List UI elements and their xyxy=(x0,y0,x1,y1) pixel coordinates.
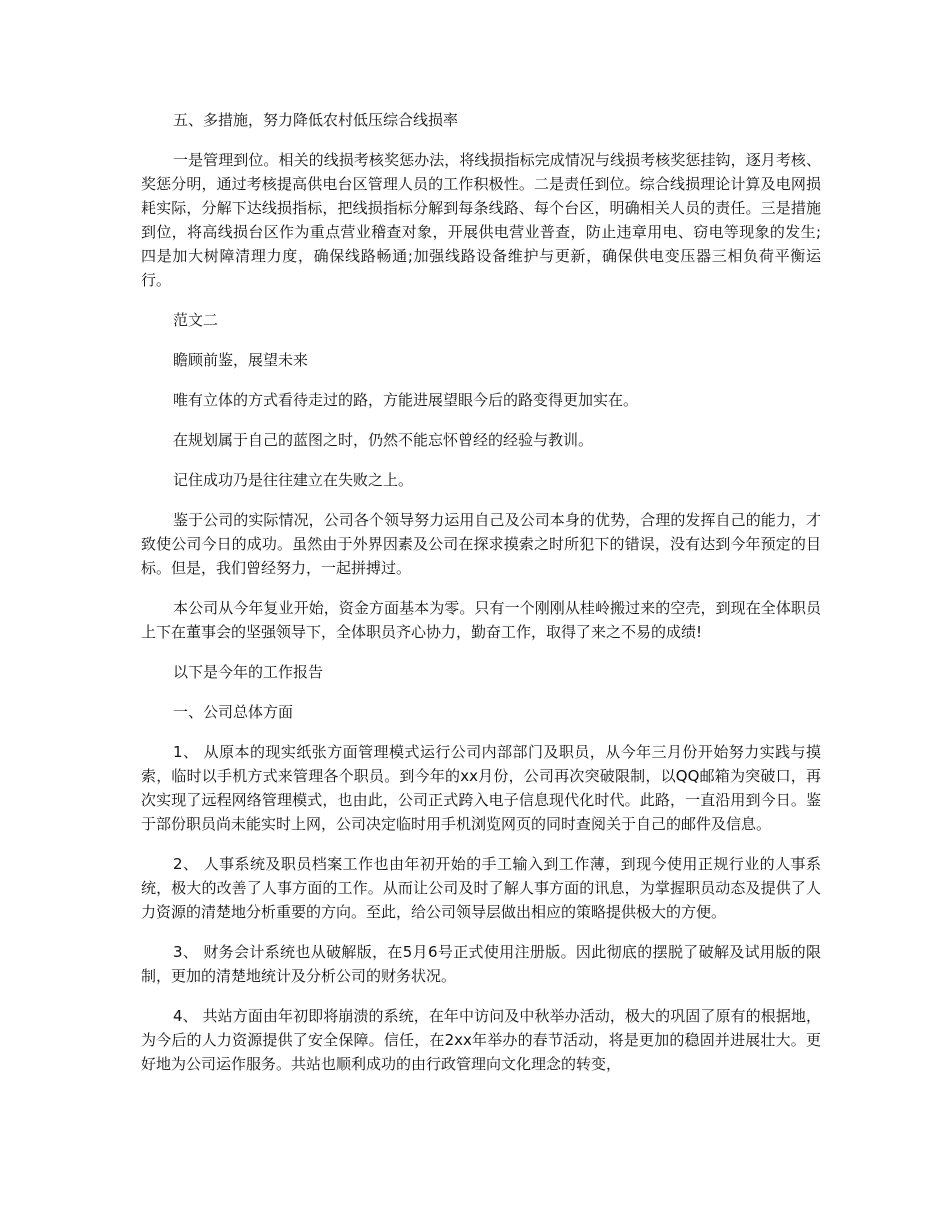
body-paragraph: 鉴于公司的实际情况，公司各个领导努力运用自己及公司本身的优势，合理的发挥自己的能力，才致使公司今日的成功。虽然由于外界因素及公司在探求摸索之时所犯下的错误，没有达到今年预定的目标。但是，我们曾经努力，一起拼搏过。 xyxy=(141,511,821,577)
document-page xyxy=(141,108,821,1092)
list-item: 1、 从原本的现实纸张方面管理模式运行公司内部部门及职员，从今年三月份开始努力实践与摸索，临时以手机方式来管理各个职员。到今年的xx月份，公司再次突破限制，以QQ邮箱为突破口，再次实现了远程网络管理模式，也由此，公司正式跨入电子信息现代化时代。此路，一直沿用到今日。鉴于部份职员尚未能实时上网，公司决定临时用手机浏览网页的同时查阅关于自己的邮件及信息。 xyxy=(141,743,821,833)
list-item: 2、 人事系统及职员档案工作也由年初开始的手工输入到工作薄，到现今使用正规行业的人事系统，极大的改善了人事方面的工作。从而让公司及时了解人事方面的讯息，为掌握职员动态及提供了人力资源的清楚地分析重要的方向。至此，给公司领导层做出相应的策略提供极大的方便。 xyxy=(141,855,821,921)
body-paragraph: 本公司从今年复业开始，资金方面基本为零。只有一个刚刚从桂岭搬过来的空壳，到现在全体职员上下在董事会的坚强领导下，全体职员齐心协力，勤奋工作，取得了来之不易的成绩! xyxy=(141,599,821,641)
body-paragraph: 在规划属于自己的蓝图之时，仍然不能忘怀曾经的经验与教训。 xyxy=(173,431,594,449)
sample-title: 范文二 xyxy=(173,311,219,329)
section-heading-overall: 一、公司总体方面 xyxy=(173,703,294,721)
list-item: 3、 财务会计系统也从破解版，在5月6号正式使用注册版。因此彻底的摆脱了破解及试用版的限制，更加的清楚地统计及分析公司的财务状况。 xyxy=(141,943,821,985)
article-title: 瞻顾前鉴，展望未来 xyxy=(173,351,309,369)
body-paragraph: 一是管理到位。相关的线损考核奖惩办法，将线损指标完成情况与线损考核奖惩挂钩，逐月考核、奖惩分明，通过考核提高供电台区管理人员的工作积极性。二是责任到位。综合线损理论计算及电网损耗实际，分解下达线损指标，把线损指标分解到每条线路、每个台区，明确相关人员的责任。三是措施到位，将高线损台区作为重点营业稽查对象，开展供电营业普查，防止违章用电、窃电等现象的发生;四是加大树障清理力度，确保线路畅通;加强线路设备维护与更新，确保供电变压器三相负荷平衡运行。 xyxy=(141,151,821,289)
section-heading-measures: 五、多措施，努力降低农村低压综合线损率 xyxy=(173,111,459,129)
list-item: 4、 共站方面由年初即将崩溃的系统，在年中访问及中秋举办活动，极大的巩固了原有的根据地，为今后的人力资源提供了安全保障。信任，在2xx年举办的春节活动，将是更加的稳固并进展壮大。更好地为公司运作服务。共站也顺利成功的由行政管理向文化理念的转变， xyxy=(141,1007,821,1073)
body-paragraph: 记住成功乃是往往建立在失败之上。 xyxy=(173,471,414,489)
body-paragraph: 唯有立体的方式看待走过的路，方能进展望眼今后的路变得更加实在。 xyxy=(173,391,639,409)
report-intro: 以下是今年的工作报告 xyxy=(173,663,324,681)
